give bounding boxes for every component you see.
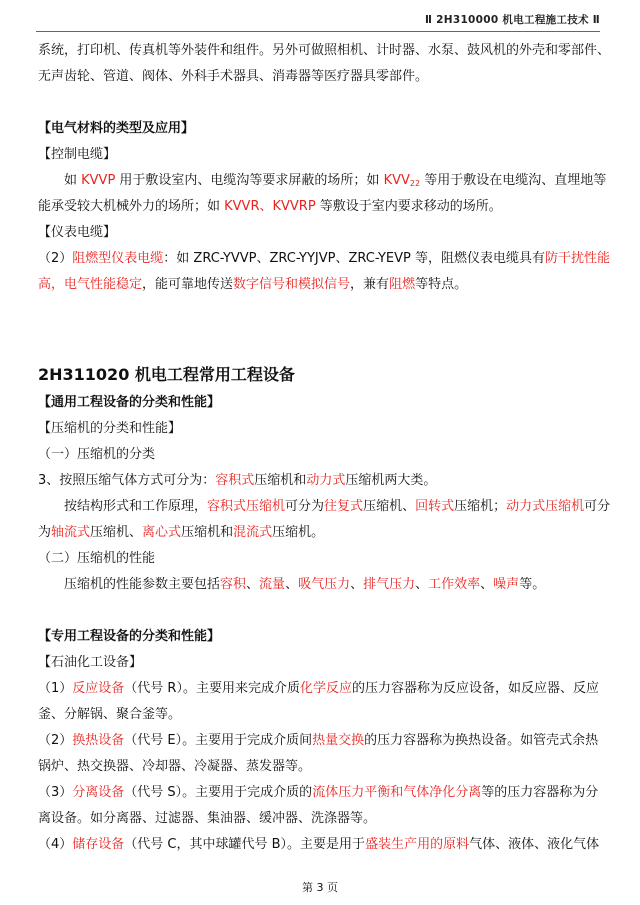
petrochemical-heading: 【石油化工设备】 [38, 655, 143, 670]
section-title: 2H311020 机电工程常用工程设备 [38, 365, 295, 384]
separation-line-2: 离设备。如分离器、过滤器、集油器、缓冲器、洗涤器等。 [38, 811, 377, 826]
page-header [0, 0, 640, 36]
storage-line: （4）储存设备（代号 C，其中球罐代号 B）。主要是用于盛装生产用的原料气体、液体、液化气体 [38, 837, 600, 852]
compressor-line-3: 为轴流式压缩机、离心式压缩机和混流式压缩机。 [38, 525, 325, 540]
control-cable-line-2: 能承受较大机械外力的场所；如 KVVR、KVVRP 等敷设于室内要求移动的场所。 [38, 199, 502, 214]
page-content [38, 38, 611, 858]
general-equipment-heading: 【通用工程设备的分类和性能】 [38, 395, 221, 410]
heat-exchange-line: （2）换热设备（代号 E）。主要用于完成介质间热量交换的压力容器称为换热设备。如管壳式余热 [38, 733, 599, 748]
compressor-line-2: 按结构形式和工作原理，容积式压缩机可分为往复式压缩机、回转式压缩机；动力式压缩机可分 [64, 499, 611, 514]
header-title: Ⅱ 2H310000 机电工程施工技术 Ⅱ [424, 14, 600, 26]
compressor-performance-heading: （二）压缩机的性能 [38, 551, 156, 566]
instrument-cable-heading: 【仪表电缆】 [38, 225, 117, 240]
compressor-line-1: 3、按照压缩气体方式可分为：容积式压缩机和动力式压缩机两大类。 [38, 473, 437, 488]
header-rule [36, 31, 600, 32]
reaction-equipment-line: （1）反应设备（代号 R）。主要用来完成介质化学反应的压力容器称为反应设备，如反应器、反应 [38, 681, 599, 696]
heat-exchange-line-2: 锅炉、热交换器、冷却器、冷凝器、蒸发器等。 [38, 759, 312, 774]
compressor-heading: 【压缩机的分类和性能】 [38, 421, 182, 436]
compressor-class-heading: （一）压缩机的分类 [38, 447, 156, 462]
instrument-cable-line-1: （2）阻燃型仪表电缆：如 ZRC-YVVP、ZRC-YYJVP、ZRC-YEVP 等，阻燃仪表电缆具有防干扰性能 [38, 251, 611, 266]
intro-line-1: 系统，打印机、传真机等外装件和组件。另外可做照相机、计时器、水泵、鼓风机的外壳和零部件、 [38, 43, 611, 58]
control-cable-heading: 【控制电缆】 [38, 147, 117, 162]
separation-line: （3）分离设备（代号 S）。主要用于完成介质的流体压力平衡和气体净化分离等的压力容器称为分 [38, 785, 599, 800]
electrical-heading: 【电气材料的类型及应用】 [38, 121, 195, 136]
control-cable-line-1: 如 KVVP 用于敷设室内、电缆沟等要求屏蔽的场所；如 $KVV_{22}$ 等用于敷设在电缆沟、直埋地等 [64, 173, 607, 188]
instrument-cable-line-2: 高，电气性能稳定，能可靠地传送数字信号和模拟信号，兼有阻燃等特点。 [38, 277, 468, 292]
compressor-performance-line: 压缩机的性能参数主要包括容积、流量、吸气压力、排气压力、工作效率、噪声等。 [64, 577, 546, 592]
special-equipment-heading: 【专用工程设备的分类和性能】 [38, 629, 221, 644]
intro-line-2: 无声齿轮、管道、阀体、外科手术器具、消毒器等医疗器具零部件。 [38, 69, 429, 84]
reaction-equipment-line-2: 釜、分解锅、聚合釜等。 [38, 707, 182, 722]
page-number: 第 3 页 [302, 881, 338, 894]
